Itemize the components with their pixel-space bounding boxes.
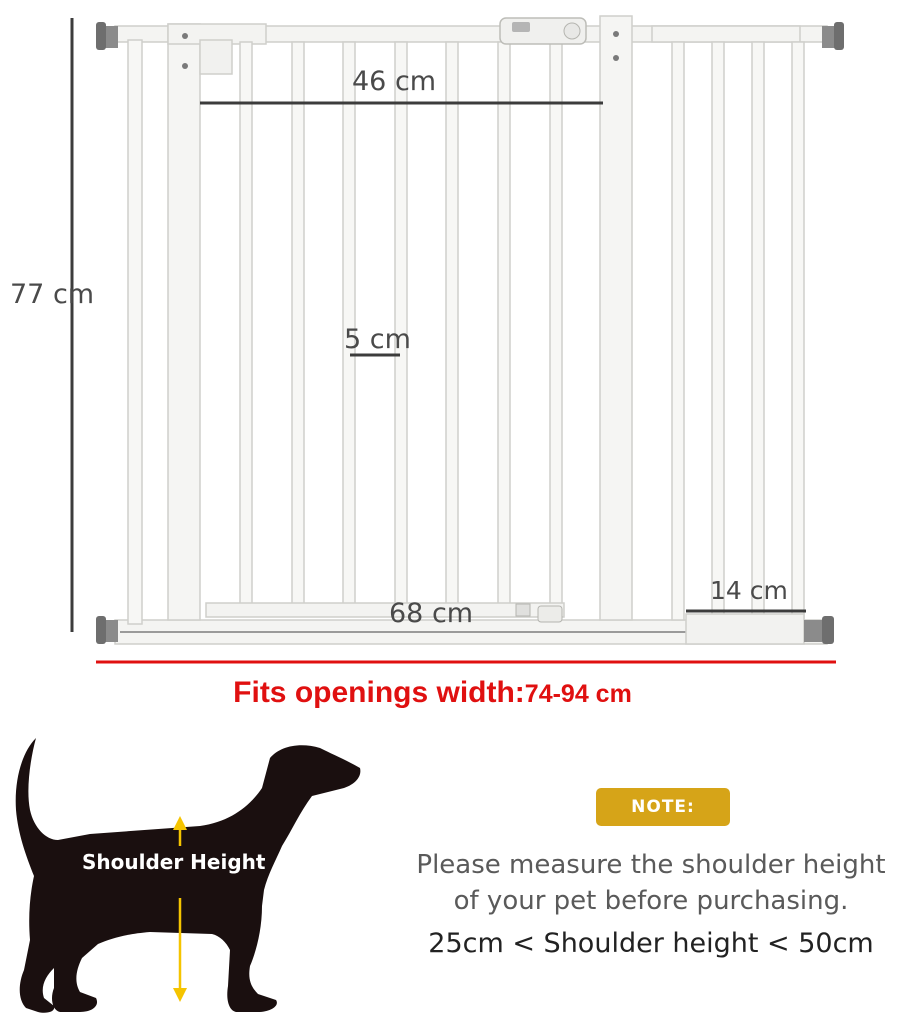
- gate-extension-top: [652, 26, 800, 42]
- fits-openings-caption: [0, 676, 865, 710]
- note-badge: NOTE:: [596, 788, 730, 826]
- extension-bars: [672, 42, 804, 620]
- shoulder-height-label: Shoulder Height: [82, 850, 266, 874]
- fits-range: 74-94 cm: [524, 680, 632, 708]
- bar-spacing-label: 5 cm: [344, 324, 411, 355]
- gate-hinge-post: [168, 24, 200, 620]
- note-text-line1: Please measure the shoulder height: [416, 850, 886, 880]
- extension-width-label: 14 cm: [710, 576, 788, 605]
- gate-left-post: [128, 40, 142, 624]
- shoulder-height-range: 25cm < Shoulder height < 50cm: [428, 928, 874, 959]
- fits-label: Fits openings width:: [233, 676, 525, 709]
- height-label: 77 cm: [10, 279, 95, 310]
- pressure-knobs[interactable]: [96, 22, 844, 644]
- door-width-label: 46 cm: [352, 66, 437, 97]
- dog-silhouette-icon: [0, 730, 380, 1020]
- gate-latch-post: [600, 16, 632, 620]
- gate-width-label: 68 cm: [389, 598, 474, 629]
- door-bottom-bar: [206, 603, 564, 617]
- note-text-line2: of your pet before purchasing.: [453, 886, 849, 916]
